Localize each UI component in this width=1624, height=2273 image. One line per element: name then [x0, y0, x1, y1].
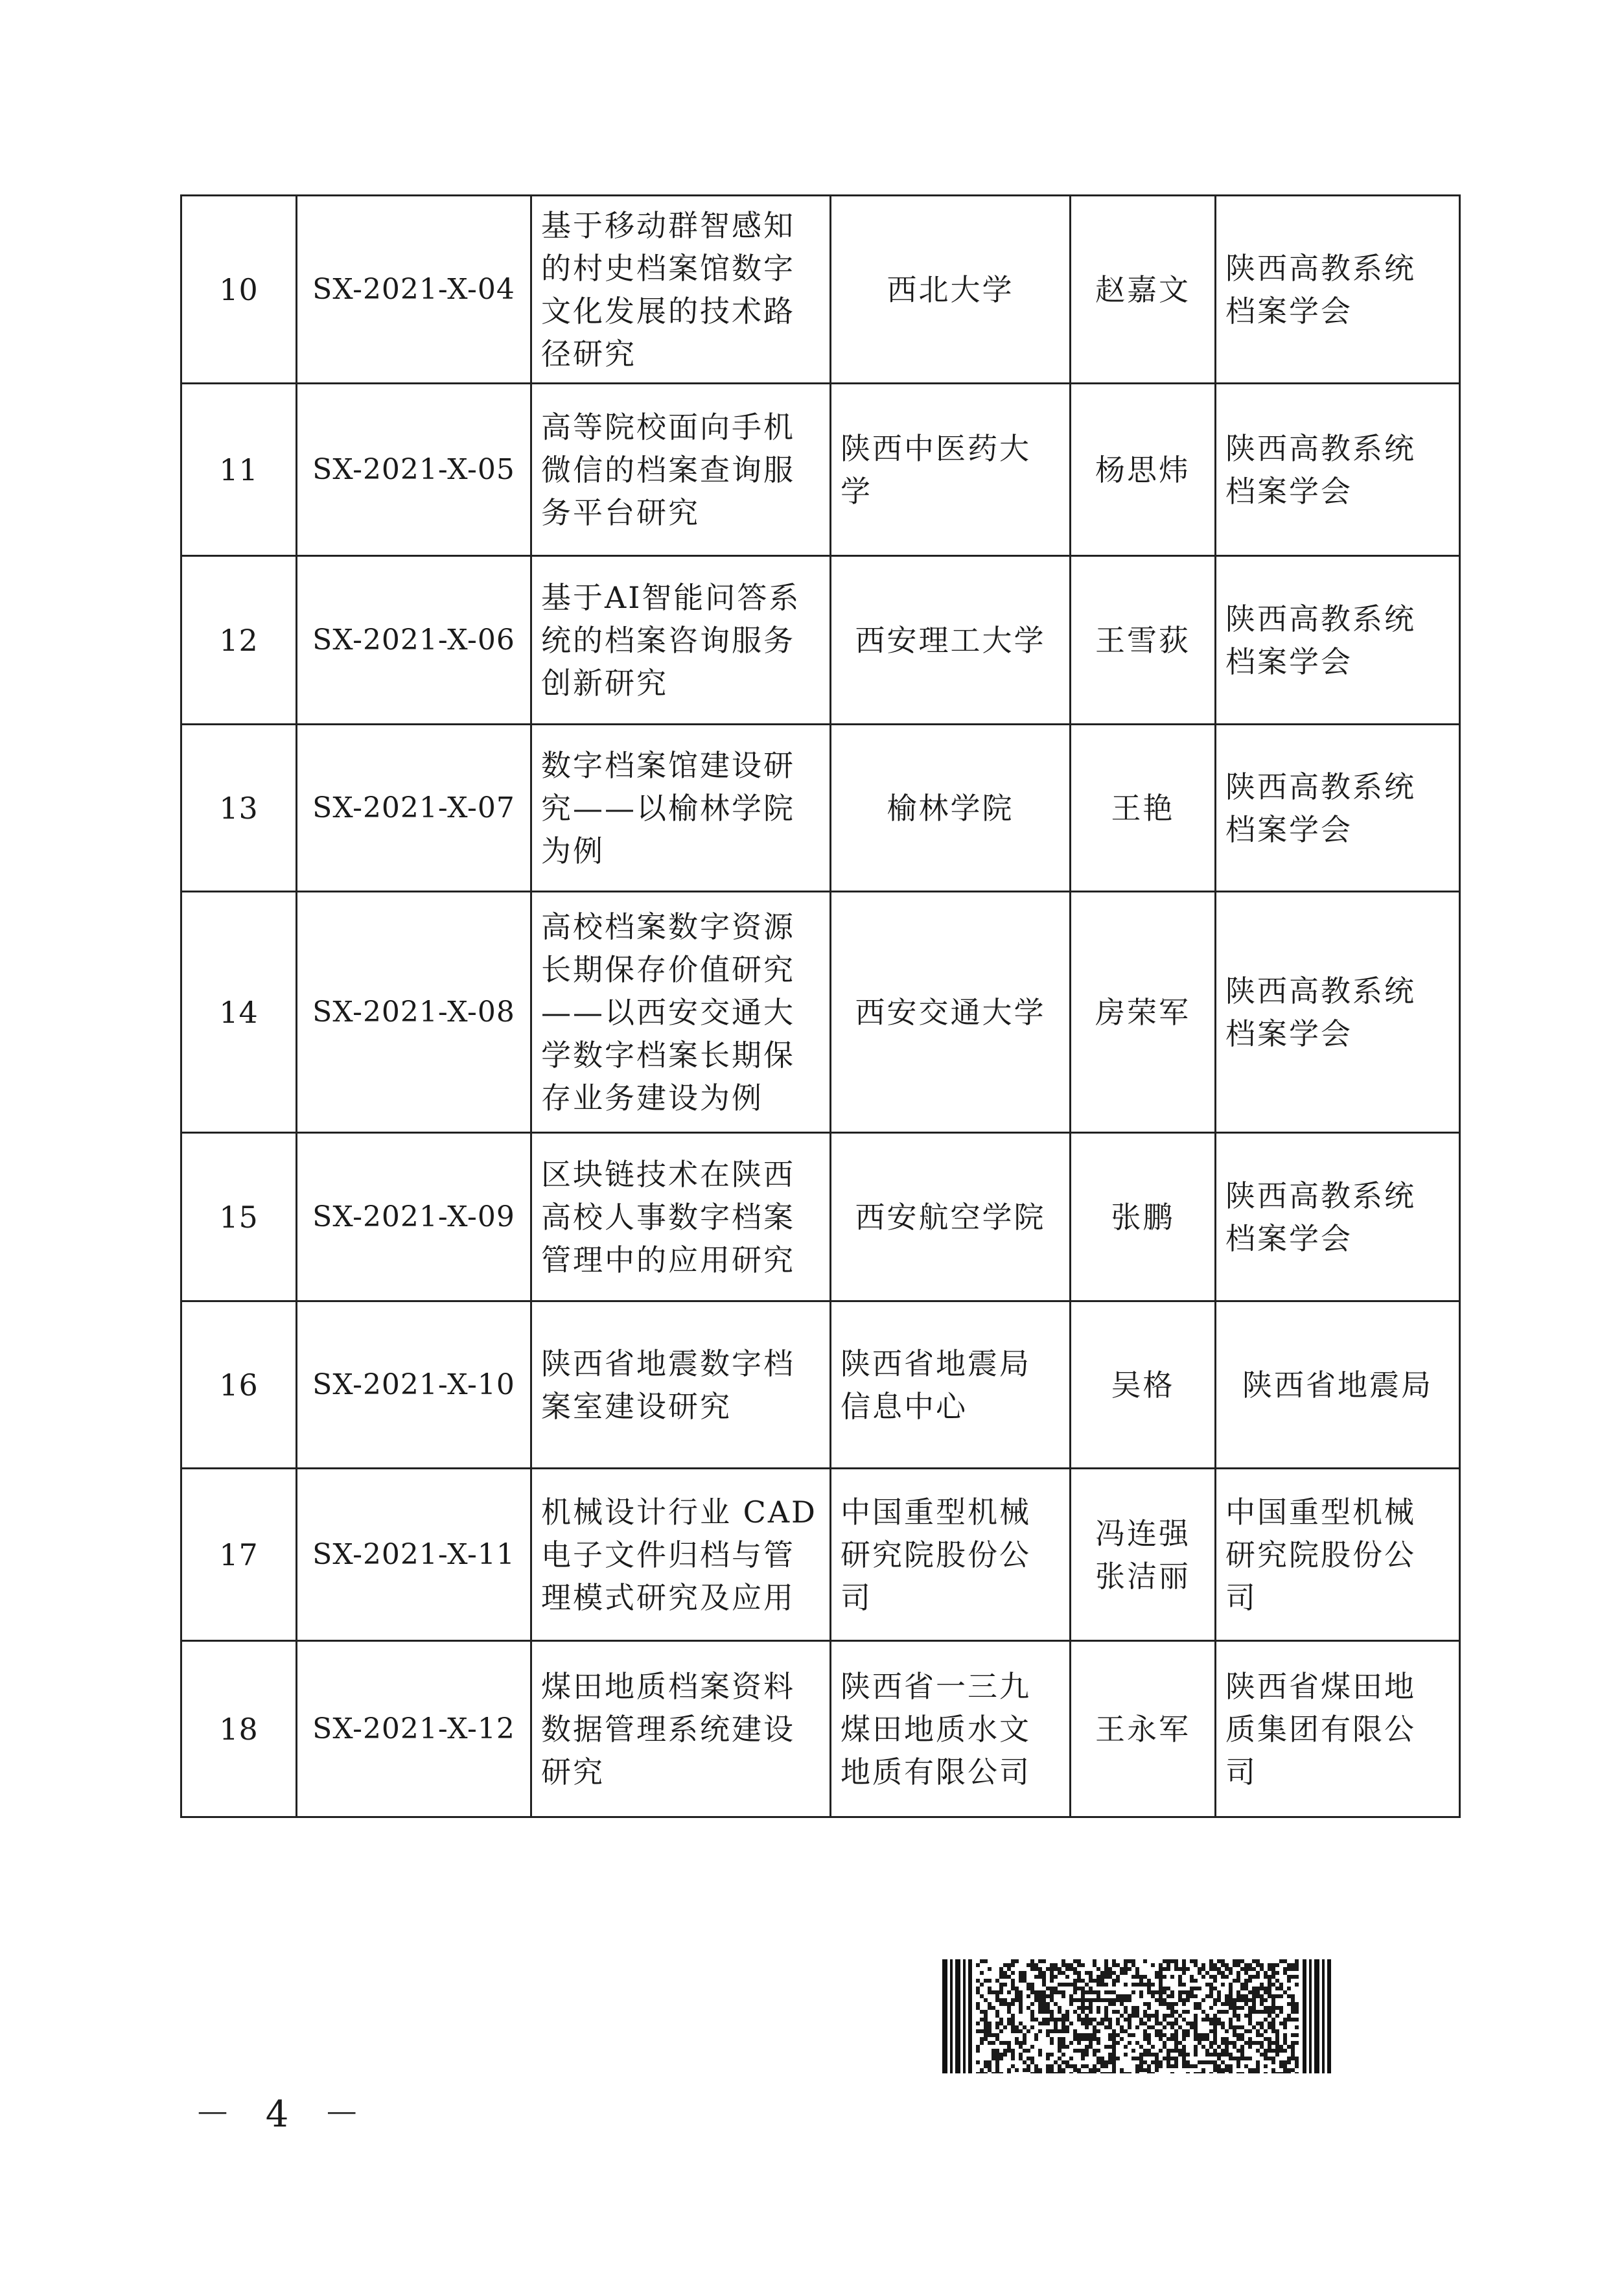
cell-unit-line: 榆林学院: [887, 790, 1014, 826]
cell-unit-line: 西安理工大学: [855, 622, 1046, 658]
cell-recommender-line: 陕西高教系统: [1225, 973, 1416, 1008]
cell-leader: [1071, 1469, 1216, 1641]
cell-recommender: [1216, 1641, 1460, 1817]
cell-project-title-line: 研究: [541, 1754, 605, 1789]
cell-recommender-line: 档案学会: [1225, 1016, 1352, 1051]
cell-number: 10: [181, 196, 297, 384]
cell-leader-line: 赵嘉文: [1095, 272, 1190, 307]
cell-number: 14: [181, 892, 297, 1133]
cell-unit: [831, 384, 1071, 556]
cell-project-code: SX-2021-X-12: [297, 1641, 531, 1817]
cell-project-title-line: 案室建设研究: [541, 1388, 732, 1424]
cell-leader-line: 杨思炜: [1095, 452, 1190, 487]
cell-project-title-line: 高校人事数字档案: [541, 1199, 795, 1235]
table-row: [181, 556, 1460, 725]
table-row: [181, 1641, 1460, 1817]
cell-project-title-line: 学数字档案长期保: [541, 1037, 795, 1073]
cell-number: 16: [181, 1301, 297, 1469]
cell-leader: [1071, 1641, 1216, 1817]
cell-leader-line: 房荣军: [1095, 994, 1190, 1030]
cell-recommender-line: 质集团有限公: [1225, 1711, 1416, 1747]
cell-unit: [831, 1641, 1071, 1817]
cell-recommender-line: 陕西高教系统: [1225, 769, 1416, 804]
cell-recommender-line: 档案学会: [1225, 644, 1352, 679]
cell-recommender-line: 司: [1225, 1754, 1257, 1789]
cell-recommender: [1216, 1133, 1460, 1301]
cell-project-title: [531, 725, 831, 892]
cell-recommender-line: 陕西省煤田地: [1225, 1668, 1416, 1704]
cell-project-title: [531, 196, 831, 384]
cell-unit-line: 中国重型机械: [841, 1494, 1031, 1530]
cell-project-code: SX-2021-X-04: [297, 196, 531, 384]
cell-unit-line: 西安航空学院: [855, 1199, 1046, 1235]
cell-recommender-line: 档案学会: [1225, 473, 1352, 509]
cell-recommender-line: 陕西高教系统: [1225, 430, 1416, 466]
cell-leader-line: 王雪荻: [1095, 622, 1190, 658]
cell-unit-line: 西安交通大学: [855, 994, 1046, 1030]
cell-unit-line: 研究院股份公: [841, 1537, 1031, 1572]
table-row: [181, 1133, 1460, 1301]
cell-project-title-line: ——以西安交通大: [541, 994, 795, 1030]
cell-project-title: [531, 1133, 831, 1301]
cell-unit: [831, 892, 1071, 1133]
cell-project-title-line: 基于移动群智感知: [541, 207, 795, 243]
cell-project-code: SX-2021-X-10: [297, 1301, 531, 1469]
table-row: [181, 725, 1460, 892]
cell-number: 15: [181, 1133, 297, 1301]
cell-project-title-line: 电子文件归档与管: [541, 1537, 795, 1572]
cell-unit: [831, 196, 1071, 384]
cell-unit-line: 陕西省地震局: [841, 1346, 1031, 1381]
cell-project-title: [531, 1301, 831, 1469]
cell-leader: [1071, 1301, 1216, 1469]
cell-unit: [831, 1469, 1071, 1641]
cell-recommender-line: 陕西高教系统: [1225, 250, 1416, 286]
cell-project-title: [531, 1469, 831, 1641]
cell-project-title-line: 为例: [541, 833, 605, 868]
cell-unit: [831, 556, 1071, 725]
cell-unit: [831, 1301, 1071, 1469]
cell-project-code: SX-2021-X-08: [297, 892, 531, 1133]
cell-unit: [831, 1133, 1071, 1301]
cell-recommender-line: 司: [1225, 1579, 1257, 1615]
cell-project-title-line: 理模式研究及应用: [541, 1579, 795, 1615]
cell-recommender-line: 陕西高教系统: [1225, 1178, 1416, 1213]
table-body: [181, 196, 1460, 1817]
cell-project-title-line: 文化发展的技术路: [541, 293, 795, 329]
cell-unit-line: 地质有限公司: [841, 1754, 1031, 1789]
cell-number: 13: [181, 725, 297, 892]
cell-project-code: SX-2021-X-11: [297, 1469, 531, 1641]
cell-project-title-line: 机械设计行业 CAD: [541, 1494, 817, 1530]
cell-leader-line: 吴格: [1111, 1367, 1175, 1403]
cell-leader: [1071, 556, 1216, 725]
cell-recommender-line: 档案学会: [1225, 293, 1352, 329]
cell-recommender: [1216, 725, 1460, 892]
cell-unit-line: 信息中心: [841, 1388, 968, 1424]
cell-leader: [1071, 892, 1216, 1133]
cell-project-code: SX-2021-X-06: [297, 556, 531, 725]
page-number: － 4 －: [194, 2093, 372, 2136]
cell-project-title-line: 究——以榆林学院: [541, 790, 795, 826]
cell-number: 18: [181, 1641, 297, 1817]
cell-project-title: [531, 892, 831, 1133]
table-row: [181, 196, 1460, 384]
cell-project-title-line: 统的档案咨询服务: [541, 622, 795, 658]
cell-recommender: [1216, 556, 1460, 725]
cell-recommender: [1216, 892, 1460, 1133]
cell-project-code: SX-2021-X-05: [297, 384, 531, 556]
cell-leader-line: 张鹏: [1111, 1199, 1175, 1235]
cell-recommender-line: 档案学会: [1225, 1220, 1352, 1256]
cell-recommender: [1216, 1301, 1460, 1469]
cell-project-title-line: 煤田地质档案资料: [541, 1668, 795, 1704]
cell-project-title: [531, 556, 831, 725]
cell-leader: [1071, 1133, 1216, 1301]
cell-recommender-line: 档案学会: [1225, 811, 1352, 847]
cell-project-code: SX-2021-X-09: [297, 1133, 531, 1301]
cell-unit-line: 煤田地质水文: [841, 1711, 1031, 1747]
table-row: [181, 1469, 1460, 1641]
cell-project-title-line: 基于AI智能问答系: [541, 579, 801, 615]
cell-unit-line: 陕西中医药大: [841, 430, 1031, 466]
cell-unit-line: 陕西省一三九: [841, 1668, 1031, 1704]
project-table: [180, 194, 1461, 1818]
table-row: [181, 892, 1460, 1133]
cell-project-title: [531, 1641, 831, 1817]
cell-unit-line: 学: [841, 473, 872, 509]
cell-project-title: [531, 384, 831, 556]
cell-leader-line: 张洁丽: [1095, 1558, 1190, 1594]
cell-project-title-line: 高校档案数字资源: [541, 909, 795, 944]
cell-project-title-line: 创新研究: [541, 665, 668, 701]
cell-leader-line: 冯连强: [1095, 1515, 1190, 1551]
cell-recommender: [1216, 196, 1460, 384]
cell-project-title-line: 的村史档案馆数字: [541, 250, 795, 286]
cell-unit-line: 西北大学: [887, 272, 1014, 307]
cell-project-title-line: 管理中的应用研究: [541, 1242, 795, 1277]
cell-number: 17: [181, 1469, 297, 1641]
cell-number: 12: [181, 556, 297, 725]
barcode-image: [942, 1959, 1331, 2073]
cell-recommender-line: 研究院股份公: [1225, 1537, 1416, 1572]
cell-project-title-line: 陕西省地震数字档: [541, 1346, 795, 1381]
cell-project-title-line: 微信的档案查询服: [541, 452, 795, 487]
cell-project-code: SX-2021-X-07: [297, 725, 531, 892]
cell-recommender-line: 中国重型机械: [1225, 1494, 1416, 1530]
cell-recommender: [1216, 384, 1460, 556]
cell-leader-line: 王艳: [1111, 790, 1175, 826]
cell-unit: [831, 725, 1071, 892]
cell-recommender-line: 陕西高教系统: [1225, 601, 1416, 636]
cell-project-title-line: 数字档案馆建设研: [541, 747, 795, 783]
cell-recommender-line: 陕西省地震局: [1242, 1367, 1433, 1403]
cell-project-title-line: 高等院校面向手机: [541, 409, 795, 445]
cell-unit-line: 司: [841, 1579, 872, 1615]
cell-project-title-line: 区块链技术在陕西: [541, 1156, 795, 1192]
cell-project-title-line: 长期保存价值研究: [541, 951, 795, 987]
cell-leader: [1071, 384, 1216, 556]
cell-number: 11: [181, 384, 297, 556]
table-row: [181, 384, 1460, 556]
cell-project-title-line: 数据管理系统建设: [541, 1711, 795, 1747]
cell-project-title-line: 存业务建设为例: [541, 1080, 763, 1115]
cell-leader-line: 王永军: [1095, 1711, 1190, 1747]
table-row: [181, 1301, 1460, 1469]
cell-project-title-line: 务平台研究: [541, 495, 700, 530]
cell-recommender: [1216, 1469, 1460, 1641]
cell-leader: [1071, 196, 1216, 384]
cell-project-title-line: 径研究: [541, 336, 636, 371]
cell-leader: [1071, 725, 1216, 892]
